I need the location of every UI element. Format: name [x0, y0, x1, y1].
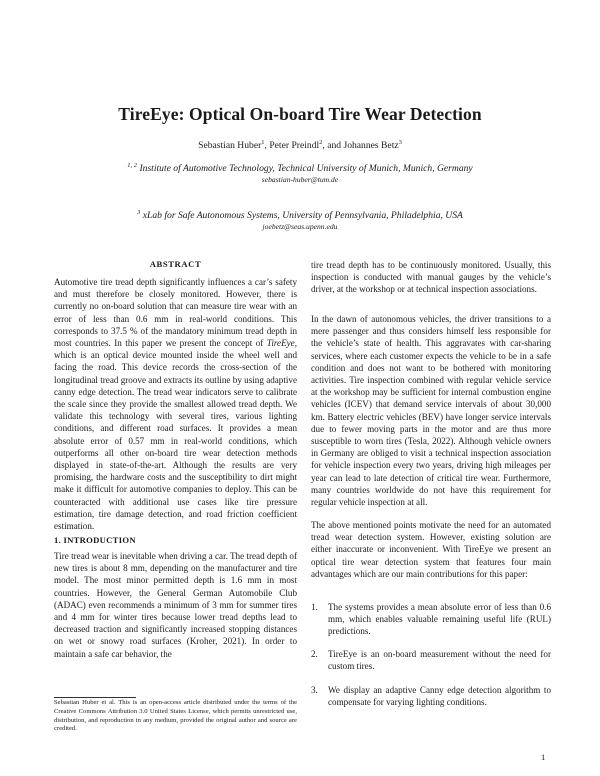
- abstract-text: [54, 276, 297, 532]
- abstract-text-part: , which is an optical device mounted inside the wheel well and facing the road. This device records the cross-section of the longitudinal tread groove and extracts its outline by using adaptive canny edge detection. The tread wear indicators serve to calibrate the scale since they provide the smallest allowed tread depth. We validate this technology with several tires, various lighting conditions, and different road surfaces. It provides a mean absolute error of 0.57 mm in real-world conditions, which outperforms all other on-board tire wear detection methods displayed in state-of-the-art. Although the results are very promising, the hardware costs and the susceptibility to dirt might make it difficult for automotive companies to deploy. This can be counteracted with additional use cases like tire pressure estimation, tire damage detection, and road friction coefficient estimation.: [54, 338, 297, 532]
- license-footnote: Sebastian Huber et al. This is an open-access article distributed under the terms of the Creative Commons Attribution 3.0 United States License, which permits unrestricted use, distribution, and reproduction in any medium, provided the original author and source are credited.: [54, 699, 297, 733]
- list-text: The systems provides a mean absolute error of less than 0.6 mm, which enables valuable remaining useful life (RUL) predictions.: [328, 602, 551, 637]
- author-separator: ,: [264, 140, 270, 152]
- author-name: Peter Preindl: [269, 140, 320, 152]
- list-number: 2.: [311, 649, 318, 659]
- page-number: 1: [541, 752, 546, 762]
- paper-title: TireEye: Optical On-board Tire Wear Detection: [118, 104, 482, 124]
- affiliation-mark: 1, 2: [127, 162, 138, 169]
- list-number: 3.: [311, 685, 318, 695]
- section-heading-introduction: 1. INTRODUCTION: [54, 535, 136, 545]
- author-email: sebastian-huber@tum.de: [261, 175, 339, 184]
- list-text: We display an adaptive Canny edge detection algorithm to compensate for varying lighting conditions.: [328, 685, 551, 708]
- list-number: 1.: [311, 602, 318, 612]
- body-paragraph: The above mentioned points motivate the need for an automated tread wear detection system. However, existing solution are either inaccurate or inconvenient. With TireEye we present an optical tire wear detection system that features four main advantages which are our main contributions for this paper:: [311, 520, 551, 579]
- affiliation-line: [0, 162, 600, 174]
- author-name: Johannes Betz: [343, 140, 399, 152]
- introduction-paragraph: Tire tread wear is inevitable when driving a car. The tread depth of new tires is about 8 mm, depending on the manufacturer and tire model. The most minor permitted depth is 1.6 mm in most countries. However, the General German Automobile Club (ADAC) even recommends a minimum of 3 mm for summer tires and 4 mm for winter tires because lower tread depths lead to decreased traction and significantly increased stopping distances on wet or snowy road surfaces (Kroher, 2021). In order to maintain a safe car behavior, the: [54, 551, 297, 659]
- abstract-text-part: Automotive tire tread depth significantly influences a car’s safety and must therefore be closely monitored. However, there is currently no on-board solution that can measure tire wear with an error of less than 0.6 mm in real-world conditions. This corresponds to 37.5 % of the mandatory minimum tread depth in most countries. In this paper we present the concept of: [54, 277, 297, 349]
- body-paragraph: tire tread depth has to be continuously monitored. Usually, this inspection is conducted with manual gauges by the vehicle’s driver, at the workshop or at technical inspection associations.: [311, 260, 551, 295]
- author-email: joebetz@seas.upenn.edu: [262, 222, 338, 231]
- author-name: Sebastian Huber: [198, 140, 262, 152]
- author-affiliation-mark: 1: [261, 139, 265, 146]
- footnote-divider: [54, 697, 136, 698]
- abstract-heading: ABSTRACT: [149, 259, 202, 269]
- affiliation-text: Institute of Automotive Technology, Technical University of Munich, Munich, Germany: [139, 163, 473, 175]
- affiliation-mark: 3: [137, 209, 141, 216]
- list-text: TireEye is an on-board measurement without the need for custom tires.: [328, 649, 551, 672]
- author-affiliation-mark: 3: [398, 139, 402, 146]
- author-list: [0, 139, 600, 151]
- affiliation-line: [0, 209, 600, 221]
- affiliation-text: xLab for Safe Autonomous Systems, University of Pennsylvania, Philadelphia, USA: [142, 210, 463, 222]
- body-paragraph: In the dawn of autonomous vehicles, the driver transitions to a mere passenger and thus considers himself less responsible for the vehicle’s state of health. This aggravates with car-sharing services, where each customer expects the vehicle to be in a safe condition and does not want to be bothered with monitoring activities. Tire inspection combined with regular vehicle service at the workshop may be sufficient for internal combustion engine vehicles (ICEV) that demand service intervals of about 30,000 km. Battery electric vehicles (BEV) have longer service intervals due to fewer moving parts in the motor and are thus more susceptible to worn tires (Tesla, 2022). Although vehicle owners in Germany are obliged to visit a technical inspection association for vehicle inspection every two years, driving high mileages per year can lead to late detection of critical tire wear. Furthermore, many countries worldwide do not have this requirement for regular vehicle inspection at all.: [311, 314, 551, 508]
- abstract-emphasis: TireEye: [266, 338, 295, 349]
- author-separator: , and: [322, 140, 344, 152]
- author-affiliation-mark: 2: [319, 139, 323, 146]
